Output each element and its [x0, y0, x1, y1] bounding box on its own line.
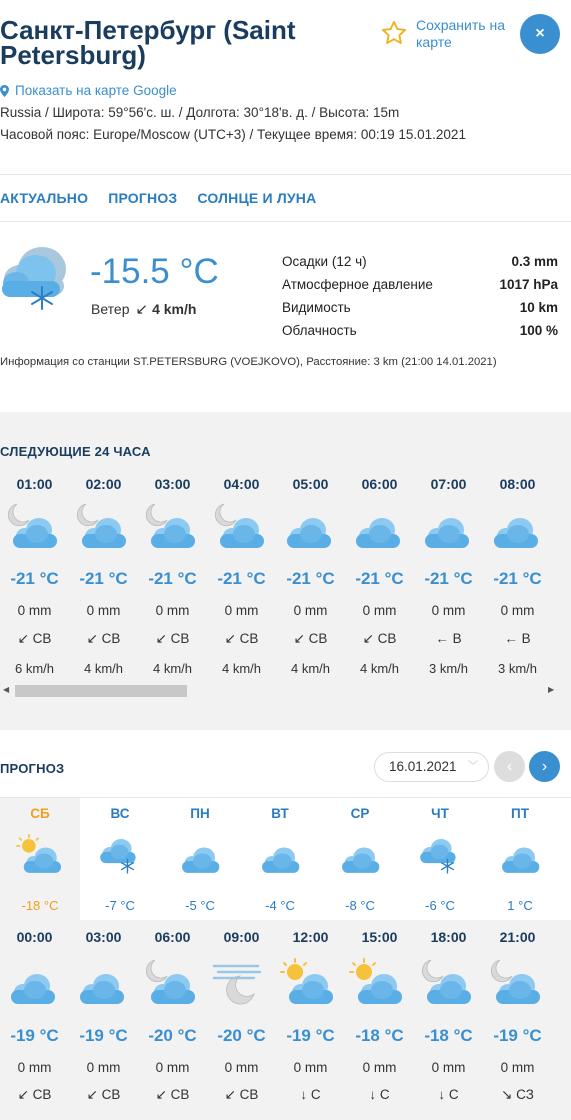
forecast-hour-column: [69, 920, 138, 1120]
hour-temperature: -18 °C: [355, 1026, 404, 1045]
forecast-day-3[interactable]: [160, 798, 240, 921]
station-info: Информация со станции ST.PETERSBURG (VOEJKOVO), Расстояние: 3 km (21:00 14.01.2021): [0, 356, 497, 368]
hour-temperature: -19 °C: [10, 1026, 59, 1045]
hour-precipitation: 0 mm: [293, 1060, 328, 1075]
hour-column: [69, 412, 138, 682]
hour-precipitation: 0 mm: [293, 603, 328, 618]
hour-wind-direction: ↙ СВ: [155, 631, 190, 646]
forecast-hour-column: [207, 920, 276, 1120]
wind-direction-icon: ↙: [135, 301, 149, 318]
hour-time: 21:00: [499, 929, 536, 945]
moon-cloud-icon: [72, 502, 128, 559]
hour-precipitation: 0 mm: [224, 603, 259, 618]
stat-label: Облачность: [282, 323, 357, 338]
forecast-day-6[interactable]: [400, 798, 480, 921]
cloud-icon: [348, 502, 404, 559]
prev-day-button[interactable]: [494, 751, 525, 782]
hour-column: [345, 412, 414, 682]
cloud-icon: [495, 834, 543, 883]
hour-column: [0, 412, 69, 682]
day-name: СБ: [30, 806, 50, 821]
hour-time: 05:00: [292, 476, 329, 492]
day-name: ПН: [190, 806, 210, 821]
hour-wind-direction: ↙ СВ: [17, 1087, 52, 1102]
day-name: ВТ: [271, 806, 289, 821]
hour-column: [138, 412, 207, 682]
hour-time: 15:00: [361, 929, 398, 945]
hour-time: 12:00: [292, 929, 329, 945]
hour-precipitation: 0 mm: [86, 603, 121, 618]
section-title: СЛЕДУЮЩИЕ 24 ЧАСА: [0, 444, 151, 459]
hour-column: [207, 412, 276, 682]
next-24-hours-panel: [0, 412, 571, 730]
forecast-day-7[interactable]: [480, 798, 560, 921]
forecast-hour-column: [276, 920, 345, 1120]
stat-value: 10 km: [519, 300, 558, 315]
forecast-hour-column: [0, 920, 69, 1120]
hour-temperature: -20 °C: [148, 1026, 197, 1045]
day-temperature: 1 °C: [507, 898, 533, 913]
day-temperature: -6 °C: [425, 898, 455, 913]
cloud-icon: [3, 958, 59, 1015]
show-on-google-map-link[interactable]: [0, 83, 177, 98]
cloud-icon: [279, 502, 335, 559]
moon-cloud-icon: [417, 958, 473, 1015]
date-select-value: 16.01.2021: [389, 759, 457, 774]
hour-wind-speed: 4 km/h: [359, 661, 399, 676]
moon-cloud-icon: [210, 502, 266, 559]
stat-label: Осадки (12 ч): [282, 254, 367, 269]
stat-label: Атмосферное давление: [282, 277, 433, 292]
forecast-title: ПРОГНОЗ: [0, 761, 65, 776]
forecast-day-1[interactable]: [0, 798, 80, 921]
stat-label: Видимость: [282, 300, 351, 315]
scroll-thumb[interactable]: [15, 685, 187, 697]
stat-value: 100 %: [519, 323, 558, 338]
hour-precipitation: 0 mm: [155, 603, 190, 618]
cloud-snow-icon: [95, 834, 143, 883]
day-temperature: -5 °C: [185, 898, 215, 913]
hour-wind-direction: ↓ С: [369, 1087, 390, 1102]
save-on-map-label: Сохранить на карте: [416, 17, 505, 50]
hour-time: 03:00: [85, 929, 122, 945]
tab-sun-moon[interactable]: СОЛНЦЕ И ЛУНА: [197, 190, 317, 206]
hour-time: 01:00: [16, 476, 53, 492]
hour-wind-direction: ↙ СВ: [155, 1087, 190, 1102]
forecast-hour-column: [345, 920, 414, 1120]
forecast-day-2[interactable]: [80, 798, 160, 921]
hour-precipitation: 0 mm: [224, 1060, 259, 1075]
hour-temperature: -21 °C: [355, 569, 404, 588]
cloud-icon: [255, 834, 303, 883]
wind-label: Ветер: [91, 301, 130, 317]
hour-wind-direction: ↙ СВ: [17, 631, 52, 646]
hour-precipitation: 0 mm: [500, 603, 535, 618]
stat-value: 1017 hPa: [499, 277, 558, 292]
hour-time: 02:00: [85, 476, 122, 492]
tab-forecast[interactable]: ПРОГНОЗ: [108, 190, 178, 206]
timezone-line: Часовой пояс: Europe/Moscow (UTC+3) / Текущее время: 00:19 15.01.2021: [0, 127, 466, 142]
hour-time: 06:00: [154, 929, 191, 945]
cloud-snow-icon: [415, 834, 463, 883]
forecast-day-5[interactable]: [320, 798, 400, 921]
moon-cloud-icon: [141, 958, 197, 1015]
hour-temperature: -19 °C: [79, 1026, 128, 1045]
hour-column: [414, 412, 483, 682]
hour-temperature: -21 °C: [79, 569, 128, 588]
page-title: Санкт-Петербург (Saint Petersburg): [0, 15, 296, 70]
chevron-left-icon: ‹: [506, 758, 513, 775]
moon-cloud-icon: [141, 502, 197, 559]
hour-time: 07:00: [430, 476, 467, 492]
location-header: [0, 0, 571, 175]
day-name: ЧТ: [431, 806, 449, 821]
hour-wind-speed: 3 km/h: [428, 661, 468, 676]
stat-row: [282, 252, 558, 275]
hour-precipitation: 0 mm: [431, 1060, 466, 1075]
hour-wind-direction: ← В: [504, 631, 531, 646]
hour-precipitation: 0 mm: [362, 603, 397, 618]
save-on-map-button[interactable]: [380, 17, 516, 51]
sun-cloud-icon: [15, 834, 63, 883]
chevron-right-icon: ›: [541, 758, 548, 775]
hour-wind-direction: ↘ СЗ: [501, 1087, 534, 1102]
hour-wind-speed: 4 km/h: [290, 661, 330, 676]
day-temperature: -8 °C: [345, 898, 375, 913]
date-select[interactable]: [374, 752, 489, 782]
hour-column: [483, 412, 552, 682]
hour-wind-speed: 4 km/h: [152, 661, 192, 676]
hour-wind-direction: ↙ СВ: [224, 631, 259, 646]
forecast-day-4[interactable]: [240, 798, 320, 921]
hour-wind-direction: ↙ СВ: [293, 631, 328, 646]
forecast-hour-column: [138, 920, 207, 1120]
hour-wind-speed: 3 km/h: [497, 661, 537, 676]
next-day-button[interactable]: [529, 751, 560, 782]
stat-row: [282, 321, 558, 344]
stat-row: [282, 298, 558, 321]
hour-column: [276, 412, 345, 682]
horizontal-scrollbar[interactable]: [0, 682, 560, 697]
moon-fog-icon: [210, 958, 266, 1015]
map-pin-icon: [0, 85, 9, 97]
hour-temperature: -21 °C: [286, 569, 335, 588]
cloud-icon: [486, 502, 542, 559]
hour-time: 03:00: [154, 476, 191, 492]
hour-precipitation: 0 mm: [500, 1060, 535, 1075]
day-name: СР: [350, 806, 370, 821]
hour-wind-direction: ← В: [435, 631, 462, 646]
star-icon: [380, 19, 408, 47]
hour-temperature: -19 °C: [493, 1026, 542, 1045]
tab-bar: [0, 175, 571, 222]
hour-time: 00:00: [16, 929, 53, 945]
forecast-days: [0, 797, 571, 920]
hour-temperature: -18 °C: [424, 1026, 473, 1045]
hour-precipitation: 0 mm: [17, 1060, 52, 1075]
forecast-hourly: [0, 920, 571, 1120]
current-temperature: -15.5 °C: [90, 252, 219, 291]
scroll-left-icon[interactable]: ◀: [3, 685, 10, 694]
cloud-icon: [72, 958, 128, 1015]
hour-wind-speed: 6 km/h: [14, 661, 54, 676]
hour-time: 08:00: [499, 476, 536, 492]
hour-precipitation: 0 mm: [86, 1060, 121, 1075]
current-wind: [91, 300, 196, 318]
close-button[interactable]: ×: [520, 14, 560, 54]
hour-time: 09:00: [223, 929, 260, 945]
hour-temperature: -21 °C: [493, 569, 542, 588]
hour-wind-direction: ↙ СВ: [224, 1087, 259, 1102]
scroll-right-icon[interactable]: ▶: [548, 685, 555, 694]
day-temperature: -18 °C: [21, 898, 59, 913]
hour-temperature: -19 °C: [286, 1026, 335, 1045]
stat-row: [282, 275, 558, 298]
forecast-hour-column: [483, 920, 552, 1120]
hour-temperature: -20 °C: [217, 1026, 266, 1045]
day-temperature: -7 °C: [105, 898, 135, 913]
hour-wind-direction: ↙ СВ: [86, 1087, 121, 1102]
wind-value: 4 km/h: [152, 301, 197, 317]
hour-wind-direction: ↓ С: [300, 1087, 321, 1102]
coordinates-line: Russia / Широта: 59°56'с. ш. / Долгота: 30°18'в. д. / Высота: 15m: [0, 105, 400, 120]
tab-current[interactable]: АКТУАЛЬНО: [0, 190, 89, 206]
sun-cloud-icon: [348, 958, 404, 1015]
moon-cloud-icon: [486, 958, 542, 1015]
day-temperature: -4 °C: [265, 898, 295, 913]
cloud-icon: [417, 502, 473, 559]
day-name: ПТ: [511, 806, 529, 821]
hour-wind-direction: ↙ СВ: [362, 631, 397, 646]
hour-precipitation: 0 mm: [155, 1060, 190, 1075]
hour-time: 04:00: [223, 476, 260, 492]
hour-temperature: -21 °C: [424, 569, 473, 588]
forecast-hour-column: [414, 920, 483, 1120]
hour-wind-speed: 4 km/h: [221, 661, 261, 676]
sun-cloud-icon: [279, 958, 335, 1015]
hour-wind-speed: 4 km/h: [83, 661, 123, 676]
hour-temperature: -21 °C: [148, 569, 197, 588]
hour-wind-direction: ↓ С: [438, 1087, 459, 1102]
hour-time: 06:00: [361, 476, 398, 492]
chevron-down-icon: ﹀: [468, 761, 478, 772]
hour-temperature: -21 °C: [10, 569, 59, 588]
moon-cloud-icon: [3, 502, 59, 559]
show-on-map-label: Показать на карте Google: [15, 83, 177, 98]
hour-temperature: -21 °C: [217, 569, 266, 588]
day-name: ВС: [110, 806, 130, 821]
hour-precipitation: 0 mm: [17, 603, 52, 618]
hour-precipitation: 0 mm: [362, 1060, 397, 1075]
cloud-snow-icon: [0, 243, 72, 316]
cloud-icon: [175, 834, 223, 883]
hour-time: 18:00: [430, 929, 467, 945]
hour-precipitation: 0 mm: [431, 603, 466, 618]
stat-value: 0.3 mm: [511, 254, 558, 269]
current-stats: [282, 252, 558, 344]
cloud-icon: [335, 834, 383, 883]
hour-wind-direction: ↙ СВ: [86, 631, 121, 646]
